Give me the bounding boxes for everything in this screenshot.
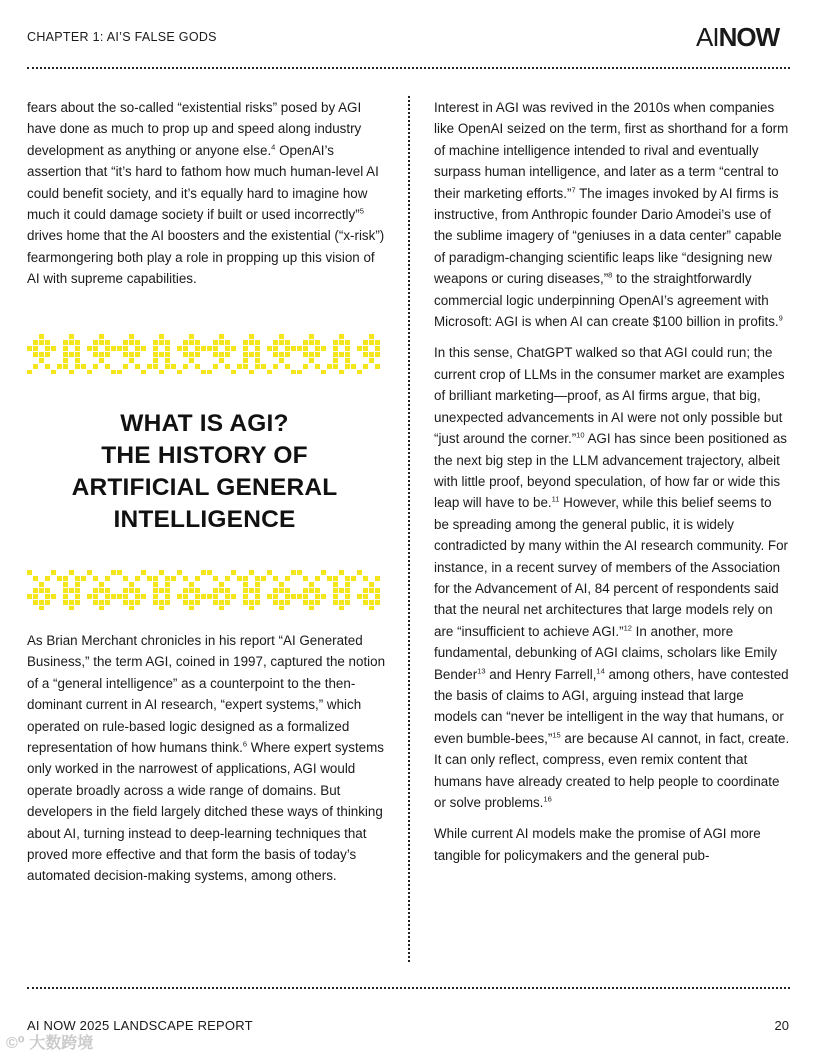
footer-divider [27,987,790,989]
heading-line: WHAT IS AGI? [120,410,289,437]
body-paragraph: Interest in AGI was revived in the 2010s when companies like OpenAI seized on the term, first as shorthand for a form of machine intelligence intended to rival and eventually surpass human intelligence, and later as a term “central to their marketing efforts.”$^7$ The images invoked by AI firms is instructive, from Anthropic founder Dario Amodei’s use of the sublime imagery of “geniuses in a data center” capable of paradigm-changing scientific leaps like “designing new weapons or curing diseases,”$^8$ to the straightforwardly commercial logic underpinning OpenAI’s agreement with Microsoft: AGI is when AI can create $100 billion in profits.$^9$ [434,100,789,330]
right-column-body [434,97,790,866]
body-paragraph: In this sense, ChatGPT walked so that AGI could run; the current crop of LLMs in the consumer market are examples of brilliant marketing—proof, as AI firms argue, that big, unexpected advancements in AI were not only possible but “just around the corner.”$^{10}$ AGI has since been positioned as the next big step in the LLM advancement trajectory, albeit with little proof, beyond speculation, of how far or wide this leap will have to be.$^{11}$ However, while this belief seems to be spreading among the general public, it is widely contradicted by many within the AI research community. For instance, in a recent survey of members of the Association for the Advancement of AI, 84 percent of respondents said that the neural net architectures that large models rely on are “insufficient to achieve AGI.”$^{12}$ In another, more fundamental, debunking of AGI claims, scholars like Emily Bender$^{13}$ and Henry Farrell,$^{14}$ among others, have contested the basis of claims to AGI, arguing instead that large models can “never be intelligent in the way that humans, or even bumble-bees,”$^{15}$ are because AI cannot, in fact, create. It can only reflect, compress, even remix content that humans have already created to help people to coordinate or solve problems.$^{16}$ [434,345,790,810]
chapter-title: CHAPTER 1: AI’S FALSE GODS [27,30,217,44]
footnote-marker: 4 [271,142,276,152]
footnote-marker: 5 [359,206,364,216]
decorative-pattern-top [27,334,382,374]
footnote-marker: 11 [551,494,560,504]
heading-line: INTELLIGENCE [113,506,296,533]
watermark: ©⁰ 大数跨境 [6,1035,94,1052]
footnote-marker: 16 [543,794,552,804]
column-divider [408,96,410,962]
decorative-pattern-bottom [27,570,382,610]
footnote-marker: 10 [576,430,585,440]
header-divider [27,67,790,69]
section-heading [27,408,382,536]
footnote-marker: 9 [778,313,783,323]
footnote-marker: 6 [242,739,248,749]
body-paragraph: fears about the so-called “existential risks” posed by AGI have done as much to prop up and speed along industry development as anything or anyone else.$^4$ OpenAI’s assertion that “it’s hard to fathom how much human-level AI could benefit society, and it’s equally hard to imagine how much it could damage society if built or used incorrectly”$^5$ drives home that the AI boosters and the existential (“x-risk”) fearmongering both play a role in propping up this vision of AI with supreme capabilities. [27,100,385,287]
left-column-history [27,630,389,887]
body-paragraph: While current AI models make the promise of AGI more tangible for policymakers and the general pub- [434,826,761,863]
footnote-marker: 14 [596,666,605,676]
body-paragraph: As Brian Merchant chronicles in his report “AI Generated Business,” the term AGI, coined in 1997, captured the notion of a “general intelligence” as a counterpoint to the then-dominant current in AI research, “expert systems,” which operated on rule-based logic designed as a formalized representation of how humans think.$^6$ Where expert systems only worked in the narrowest of applications, AGI would operate broadly across a wide range of domains. But developers in the field largely ditched these ways of thinking about AI, turning instead to deep-learning techniques that proved more effective and that form the basis of today’s automated decision-making systems, among others. [27,633,386,884]
page-number: 20 [774,1018,789,1033]
footnote-marker: 15 [552,730,561,740]
report-title: AI NOW 2025 LANDSCAPE REPORT [27,1018,253,1033]
left-column-intro [27,97,389,290]
ai-now-logo: AINOW [696,22,780,52]
heading-line: ARTIFICIAL GENERAL [71,474,338,501]
footnote-marker: 8 [608,270,613,280]
footnote-marker: 12 [623,623,632,633]
heading-line: THE HISTORY OF [101,442,308,469]
footnote-marker: 7 [571,185,576,195]
footnote-marker: 13 [477,666,486,676]
